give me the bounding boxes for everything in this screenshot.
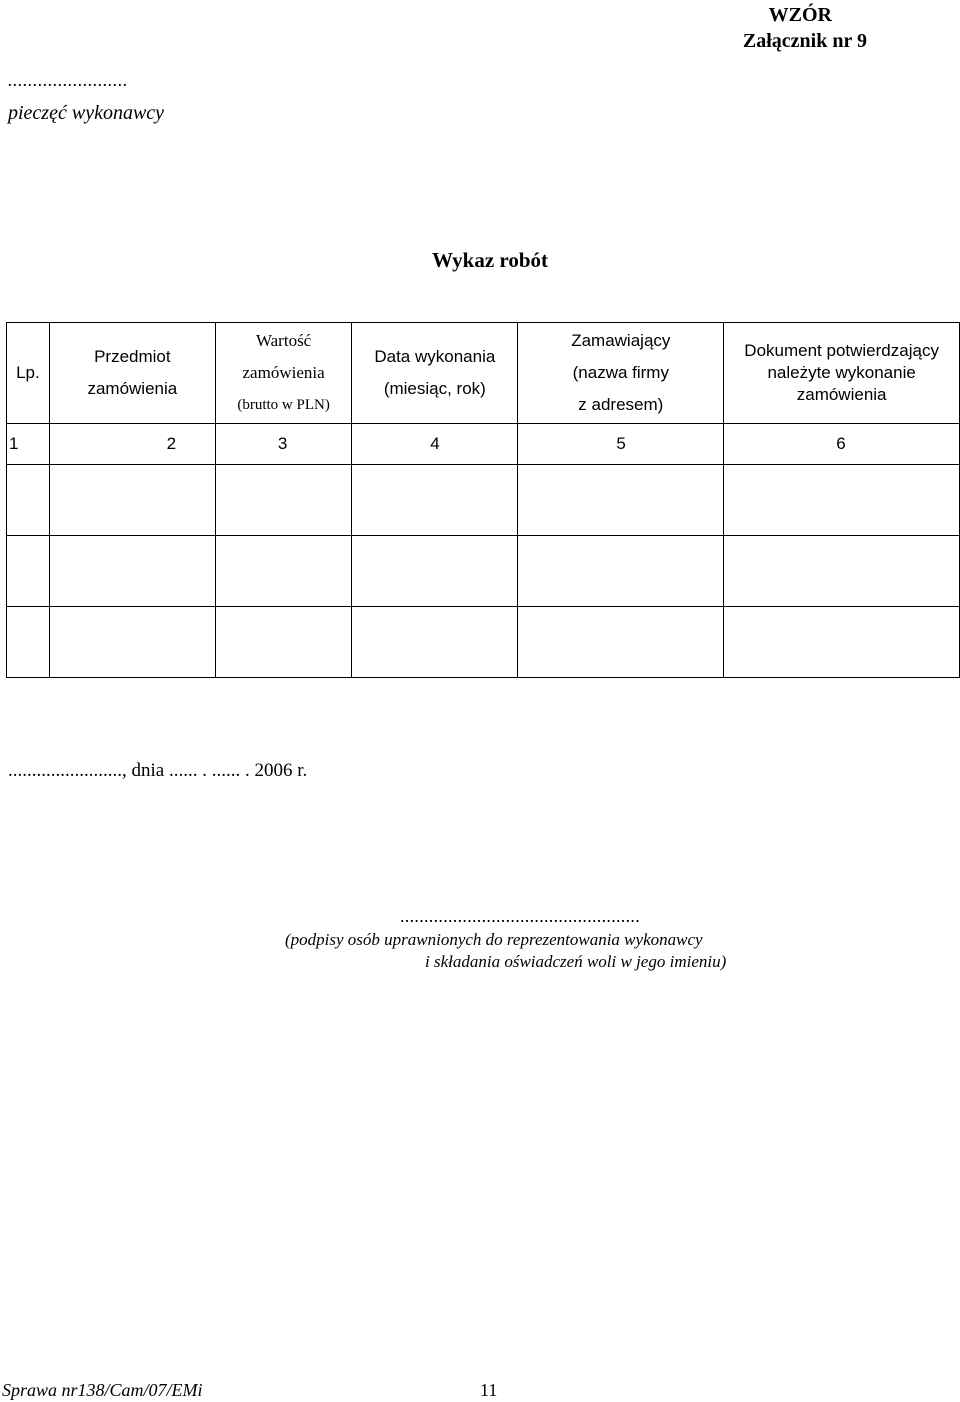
col-number: 3 [215, 424, 351, 465]
col-number: 2 [49, 424, 215, 465]
table-cell[interactable] [49, 536, 215, 607]
table-cell[interactable] [215, 465, 351, 536]
table-cell[interactable] [518, 607, 724, 678]
table-cell[interactable] [49, 607, 215, 678]
table-cell[interactable] [352, 607, 518, 678]
col-header-przedmiot: Przedmiot zamówienia [49, 323, 215, 424]
document-title: Wykaz robót [431, 248, 549, 272]
zalacznik-label: Załącznik nr 9 [742, 30, 867, 52]
table-cell[interactable] [215, 536, 351, 607]
page-number: 11 [480, 1380, 498, 1400]
table-cell[interactable] [215, 607, 351, 678]
table-cell[interactable] [518, 536, 724, 607]
col-number: 4 [352, 424, 518, 465]
table-cell[interactable] [724, 536, 960, 607]
signature-dots: .................................................. [400, 906, 640, 926]
col-number: 6 [724, 424, 960, 465]
column-numbers-row [7, 424, 960, 465]
table-row [7, 607, 960, 678]
table-cell[interactable] [49, 465, 215, 536]
col-header-zamawiajacy: Zamawiający (nazwa firmy z adresem) [518, 323, 724, 424]
table-cell[interactable] [7, 536, 50, 607]
table-cell[interactable] [724, 465, 960, 536]
table-cell[interactable] [352, 465, 518, 536]
works-table [6, 322, 960, 678]
table-cell[interactable] [724, 607, 960, 678]
table-cell[interactable] [7, 607, 50, 678]
signature-caption-line2: i składania oświadczeń woli w jego imieniu) [425, 952, 727, 971]
date-line: ........................, dnia ...... . ...... . 2006 r. [8, 760, 308, 781]
col-number: 1 [7, 424, 50, 465]
table-row [7, 465, 960, 536]
table-cell[interactable] [352, 536, 518, 607]
table-header-row [7, 323, 960, 424]
col-header-wartosc: Wartość zamówienia (brutto w PLN) [215, 323, 351, 424]
stamp-dots: ........................ [8, 70, 128, 90]
col-header-dokument: Dokument potwierdzający należyte wykonanie zamówienia [724, 323, 960, 424]
col-number: 5 [518, 424, 724, 465]
wzor-label: WZÓR [768, 4, 832, 26]
col-header-lp: Lp. [7, 323, 50, 424]
table-cell[interactable] [7, 465, 50, 536]
table-cell[interactable] [518, 465, 724, 536]
stamp-label: pieczęć wykonawcy [8, 102, 165, 124]
case-reference: Sprawa nr138/Cam/07/EMi [2, 1380, 203, 1400]
signature-caption-line1: (podpisy osób uprawnionych do reprezentowania wykonawcy [285, 930, 703, 949]
col-header-data: Data wykonania (miesiąc, rok) [352, 323, 518, 424]
table-row [7, 536, 960, 607]
